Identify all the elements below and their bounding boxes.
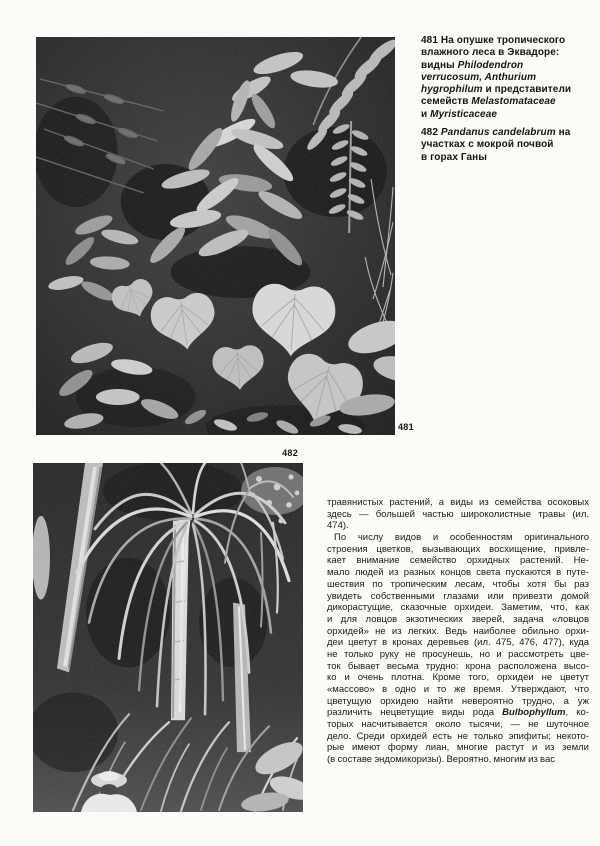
figure-482-label: 482: [282, 448, 298, 458]
body-text-line: ко и очень плотна. Кроме того, орхидеи не цветут: [327, 672, 589, 684]
body-text-line: различить нецветущие виды рода Bulbophyllum, ко-: [327, 707, 589, 719]
body-text-line: увидеть собственными глазами или привезти домой: [327, 590, 589, 602]
body-text-line: орхидей» не из легких. Ведь наиболее обильно орхи-: [327, 625, 589, 637]
body-text-line: ток бывает весьма трудно: крона расположена высо-: [327, 660, 589, 672]
figure-482-art: [33, 463, 303, 812]
figure-481-caption: 481 На опушке тропического влажного леса в Эквадоре: видны Philodendron verrucosum, Anthurium hygrophilum и представители семейств Melastomataceae и Myristicaceae: [421, 35, 572, 120]
body-text-line: дикорастущие, сказочные орхидеи. Заметим, что, как: [327, 602, 589, 614]
body-text-line: По числу видов и особенностям оригинального: [334, 532, 589, 544]
body-text-line: дело. Среди орхидей есть не только эпифиты; некото-: [327, 730, 589, 742]
body-text-line: торых насчитывается около тысячи, — не шуточное: [327, 719, 589, 731]
figure-481-label: 481: [398, 422, 414, 432]
figure-481-photo: [36, 37, 395, 435]
body-text-line: мало людей из разных концов света пускаются в путе-: [327, 567, 589, 579]
figure-481-art: [36, 37, 395, 435]
body-text-line: шествия по тропическим лесам, чтобы хотя бы раз: [327, 578, 589, 590]
body-text-line: не только руку не просунешь, но и рассмотреть цве-: [327, 648, 589, 660]
body-text-column: [327, 497, 589, 766]
captions-block: [421, 35, 596, 164]
body-text-line: «массово» в одно и то же время. Утверждают, что: [327, 684, 589, 695]
body-text-line: 474).: [327, 520, 349, 532]
body-text-line: цветущую орхидею найти невероятно трудно, а уж: [327, 695, 589, 707]
body-text-line: здесь — большей частью широколистные травы (ил.: [327, 508, 589, 520]
body-text-line: кает внимание семейство орхидных растений. Не-: [327, 555, 589, 567]
body-text-line: строения цветков, вызывающих восхищение, привле-: [327, 543, 589, 555]
body-text-line: травянистых растений, а виды из семейства осоковых: [327, 497, 589, 508]
body-text-line: деи цветут в кронах деревьев (ил. 475, 476, 477), куда: [327, 637, 589, 649]
body-text-line: рые имеют форму лиан, многие растут и из земли: [327, 742, 589, 754]
body-text-line: (в составе эндомикоризы). Вероятно, многим из вас: [327, 754, 556, 766]
figure-482-photo: [33, 463, 303, 812]
body-text-line: и для ловцов экзотических зверей, задача «ловцов: [327, 613, 589, 625]
figure-482-caption: 482 Pandanus candelabrum на участках с мокрой почвой в горах Ганы: [421, 127, 571, 163]
